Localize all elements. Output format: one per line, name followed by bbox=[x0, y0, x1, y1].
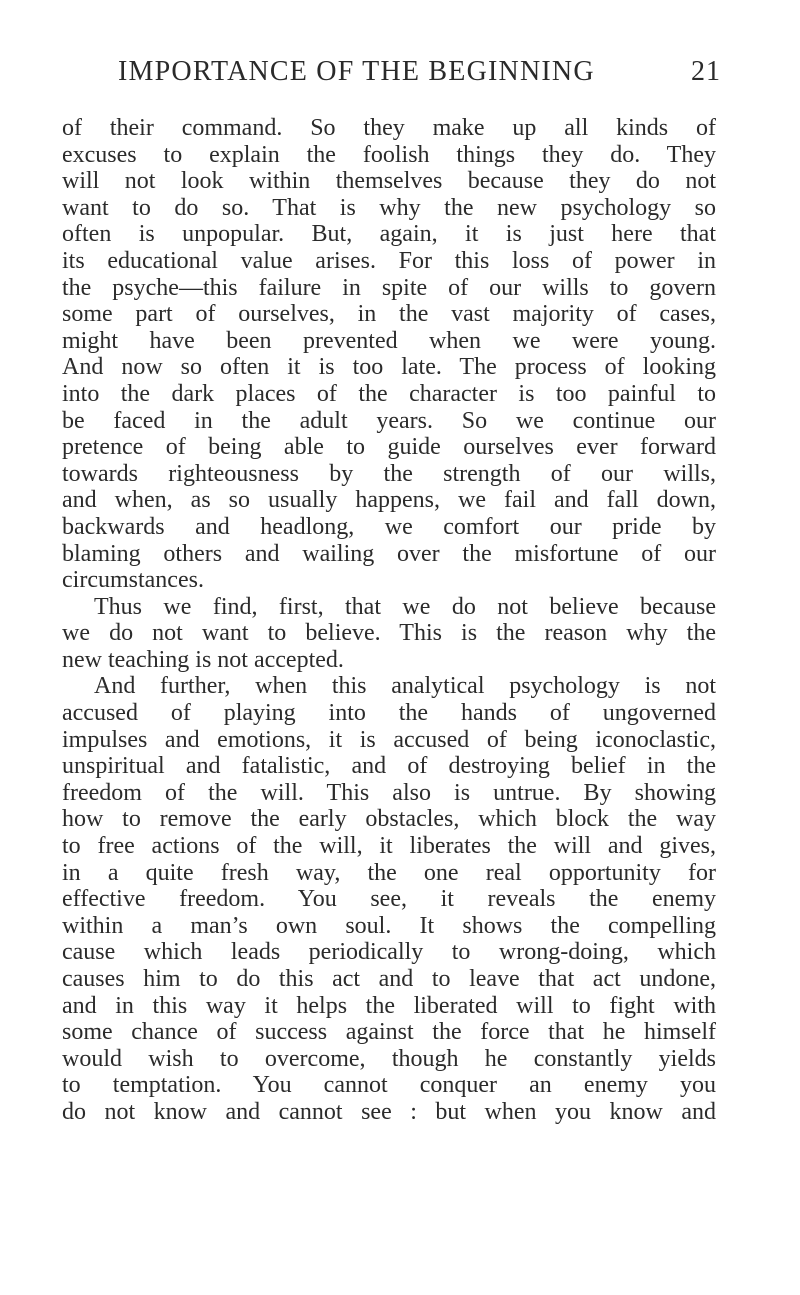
text-line: cause which leads periodically to wrong-doing, which bbox=[62, 939, 716, 966]
text-line: some chance of success against the force that he himself bbox=[62, 1019, 716, 1046]
text-line: to free actions of the will, it liberates the will and gives, bbox=[62, 833, 716, 860]
text-line: Thus we find, first, that we do not believe because bbox=[94, 593, 716, 620]
text-line: blaming others and wailing over the misfortune of our bbox=[62, 540, 716, 567]
text-line: backwards and headlong, we comfort our pride by bbox=[62, 513, 716, 540]
text-line: into the dark places of the character is too painful to bbox=[62, 380, 716, 407]
text-line: freedom of the will. This also is untrue. By showing bbox=[62, 779, 716, 806]
text-line: do not know and cannot see : but when you know and bbox=[62, 1098, 716, 1125]
text-line: will not look within themselves because they do not bbox=[62, 168, 716, 195]
text-line: its educational value arises. For this loss of power in bbox=[62, 247, 716, 274]
text-line: would wish to overcome, though he constantly yields bbox=[62, 1045, 716, 1072]
text-line: and when, as so usually happens, we fail and fall down, bbox=[62, 487, 716, 514]
text-line: impulses and emotions, it is accused of being iconoclastic, bbox=[62, 726, 716, 753]
text-line: excuses to explain the foolish things they do. They bbox=[62, 141, 716, 168]
text-line: in a quite fresh way, the one real opportunity for bbox=[62, 859, 716, 886]
text-line: And further, when this analytical psychology is not bbox=[94, 673, 716, 700]
page-number: 21 bbox=[691, 56, 721, 87]
text-line: be faced in the adult years. So we continue our bbox=[62, 407, 716, 434]
text-line: causes him to do this act and to leave that act undone, bbox=[62, 966, 716, 992]
running-head bbox=[118, 56, 721, 100]
text-line: effective freedom. You see, it reveals the enemy bbox=[62, 886, 716, 913]
text-line: new teaching is not accepted. bbox=[62, 646, 344, 673]
text-line: how to remove the early obstacles, which block the way bbox=[62, 806, 716, 833]
text-line: the psyche—this failure in spite of our wills to govern bbox=[62, 274, 716, 301]
text-line: might have been prevented when we were young. bbox=[62, 327, 716, 354]
text-line: accused of playing into the hands of ungoverned bbox=[62, 700, 716, 727]
text-line: circumstances. bbox=[62, 567, 204, 594]
text-line: pretence of being able to guide ourselves ever forward bbox=[62, 434, 716, 461]
body-text bbox=[62, 115, 716, 1126]
text-line: we do not want to believe. This is the reason why the bbox=[62, 620, 716, 647]
chapter-title: IMPORTANCE OF THE BEGINNING bbox=[118, 56, 595, 87]
text-line: towards righteousness by the strength of our wills, bbox=[62, 460, 716, 487]
text-line: some part of ourselves, in the vast majority of cases, bbox=[62, 301, 716, 328]
text-line: of their command. So they make up all kinds of bbox=[62, 115, 716, 141]
text-line: to temptation. You cannot conquer an enemy you bbox=[62, 1072, 716, 1099]
text-line: unspiritual and fatalistic, and of destroying belief in the bbox=[62, 753, 716, 780]
text-line: within a man’s own soul. It shows the compelling bbox=[62, 912, 716, 939]
text-line: want to do so. That is why the new psychology so bbox=[62, 194, 716, 221]
text-line: and in this way it helps the liberated will to fight with bbox=[62, 992, 716, 1019]
text-line: And now so often it is too late. The process of looking bbox=[62, 354, 716, 381]
text-line: often is unpopular. But, again, it is just here that bbox=[62, 221, 716, 248]
